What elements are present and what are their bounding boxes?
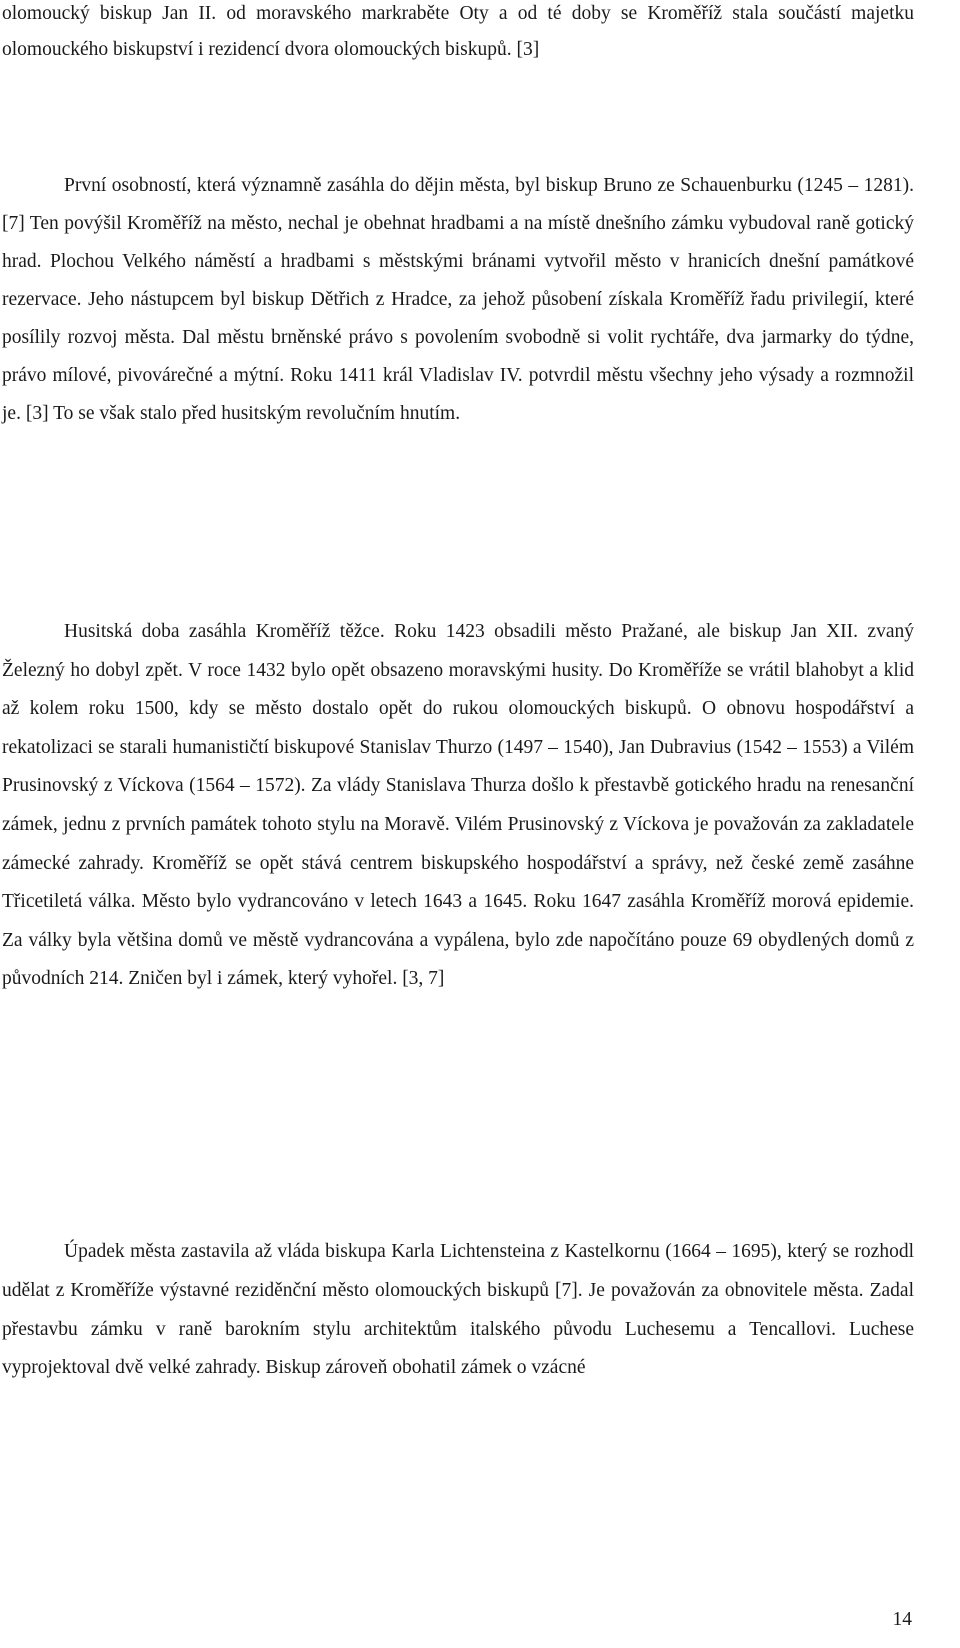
page-number: 14 [892, 1609, 912, 1630]
paragraph-bishop-bruno: První osobností, která významně zasáhla do dějin města, byl biskup Bruno ze Schauenburku (1245 – 1281). [7] Ten povýšil Kroměříž na město, nechal je obehnat hradbami a na místě dnešního zámku vybudoval raně gotický hrad. Plochou Velkého náměstí a hradbami s městskými bránami vytvořil město v hranicích dnešní památkové rezervace. Jeho nástupcem byl biskup Dětřich z Hradce, za jehož působení získala Kroměříž řadu privilegií, které posílily rozvoj města. Dal městu brněnské právo s povolením svobodně si volit rychtáře, dva jarmarky do týdne, právo mílové, pivovárečné a mýtní. Roku 1411 král Vladislav IV. potvrdil městu všechny jeho výsady a rozmnožil je. [3] To se však stalo před husitským revolučním hnutím. [2, 175, 914, 424]
paragraph-continuation: olomoucký biskup Jan II. od moravského markraběte Oty a od té doby se Kroměříž stala součástí majetku olomouckého biskupství i rezidencí dvora olomouckých biskupů. [3] [2, 3, 914, 60]
paragraph-hussite-era: Husitská doba zasáhla Kroměříž těžce. Roku 1423 obsadili město Pražané, ale biskup Jan XII. zvaný Železný ho dobyl zpět. V roce 1432 bylo opět obsazeno moravskými husity. Do Kroměříže se vrátil blahobyt a klid až kolem roku 1500, kdy se město dostalo opět do rukou olomouckých biskupů. O obnovu hospodářství a rekatolizaci se starali humanističtí biskupové Stanislav Thurzo (1497 – 1540), Jan Dubravius (1542 – 1553) a Vilém Prusinovský z Víckova (1564 – 1572). Za vlády Stanislava Thurza došlo k přestavbě gotického hradu na renesanční zámek, jednu z prvních památek tohoto stylu na Moravě. Vilém Prusinovský z Víckova je považován za zakladatele zámecké zahrady. Kroměříž se opět stává centrem biskupského hospodářství a správy, než české země zasáhne Třicetiletá válka. Město bylo vydrancováno v letech 1643 a 1645. Roku 1647 zasáhla Kroměříž morová epidemie. Za války byla většina domů ve městě vydrancována a vypálena, bylo zde napočítáno pouze 69 obydlených domů z původních 214. Zničen byl i zámek, který vyhořel. [3, 7] [2, 621, 914, 990]
paragraph-decline-lichtenstein: Úpadek města zastavila až vláda biskupa Karla Lichtensteina z Kastelkornu (1664 – 1695), který se rozhodl udělat z Kroměříže výstavné reziděnční město olomouckých biskupů [7]. Je považován za obnovitele města. Zadal přestavbu zámku v raně barokním stylu architektům italského původu Luchesemu a Tencallovi. Luchese vyprojektoval dvě velké zahrady. Biskup zároveň obohatil zámek o vzácné [2, 1241, 914, 1379]
